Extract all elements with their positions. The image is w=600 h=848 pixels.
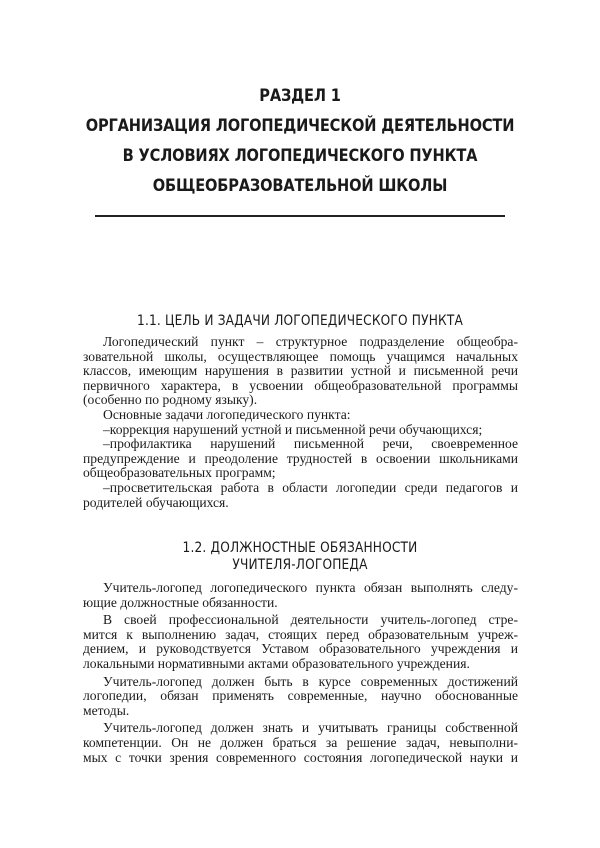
text-line: компетенции. Он не должен браться за решение задач, невыполни- <box>83 735 518 750</box>
text-line: мых с точки зрения современного состояния логопедической науки и <box>83 750 518 765</box>
chapter-title-line: В УСЛОВИЯХ ЛОГОПЕДИЧЕСКОГО ПУНКТА <box>122 146 478 166</box>
text-line: методы. <box>83 702 130 718</box>
text-line: общеобразовательных программ; <box>83 465 276 481</box>
text-line: дением, и руководствуется Уставом образовательного учреждения и <box>83 642 518 657</box>
text-line: В своей профессиональной деятельности учитель-логопед стре- <box>103 613 518 628</box>
text-line: Логопедический пункт – структурное подразделение общеобра- <box>103 335 518 349</box>
text-line: зовательной школы, осуществляющее помощь учащимся начальных <box>83 349 518 364</box>
section-heading: УЧИТЕЛЯ-ЛОГОПЕДА <box>232 557 368 573</box>
text-line: классов, имеющим нарушения в развитии устной и письменной речи <box>83 364 518 379</box>
text-line: первичного характера, в усвоении общеобразовательной программы <box>83 378 518 393</box>
section-body <box>83 335 518 510</box>
text-line: Учитель-логопед должен быть в курсе современных достижений <box>103 674 518 689</box>
text-line: ющие должностные обязанности. <box>83 594 278 610</box>
chapter-title-line: ОРГАНИЗАЦИЯ ЛОГОПЕДИЧЕСКОЙ ДЕЯТЕЛЬНОСТИ <box>85 116 515 136</box>
chapter-title-line: ОБЩЕОБРАЗОВАТЕЛЬНОЙ ШКОЛЫ <box>152 176 448 196</box>
text-line: Основные задачи логопедического пункта: <box>103 406 351 422</box>
section-heading: 1.1. ЦЕЛЬ И ЗАДАЧИ ЛОГОПЕДИЧЕСКОГО ПУНКТА <box>137 313 463 329</box>
text-line: предупреждение и преодоление трудностей в освоении школьниками <box>83 451 518 466</box>
text-line: локальными нормативными актами образовательного учреждения. <box>83 655 470 671</box>
text-line: Учитель-логопед должен знать и учитывать границы собственной <box>103 721 518 736</box>
list-item: –профилактика нарушений письменной речи, своевременное <box>103 437 518 452</box>
title-divider <box>95 215 505 217</box>
section-body <box>83 581 518 765</box>
text-line: (особенно по родному языку). <box>83 392 258 408</box>
text-line: родителей обучающихся. <box>83 494 229 510</box>
chapter-number: РАЗДЕЛ 1 <box>259 86 341 106</box>
text-line: Учитель-логопед логопедического пункта обязан выполнять следу- <box>103 581 518 595</box>
text-line: логопедии, обязан применять современные, научно обоснованные <box>83 689 518 704</box>
section-heading: 1.2. ДОЛЖНОСТНЫЕ ОБЯЗАННОСТИ <box>182 540 418 556</box>
list-item: –коррекция нарушений устной и письменной речи обучающихся; <box>103 421 483 437</box>
text-line: мится к выполнению задач, стоящих перед образовательным учреж- <box>83 627 518 642</box>
list-item: –просветительская работа в области логопедии среди педагогов и <box>103 480 518 495</box>
